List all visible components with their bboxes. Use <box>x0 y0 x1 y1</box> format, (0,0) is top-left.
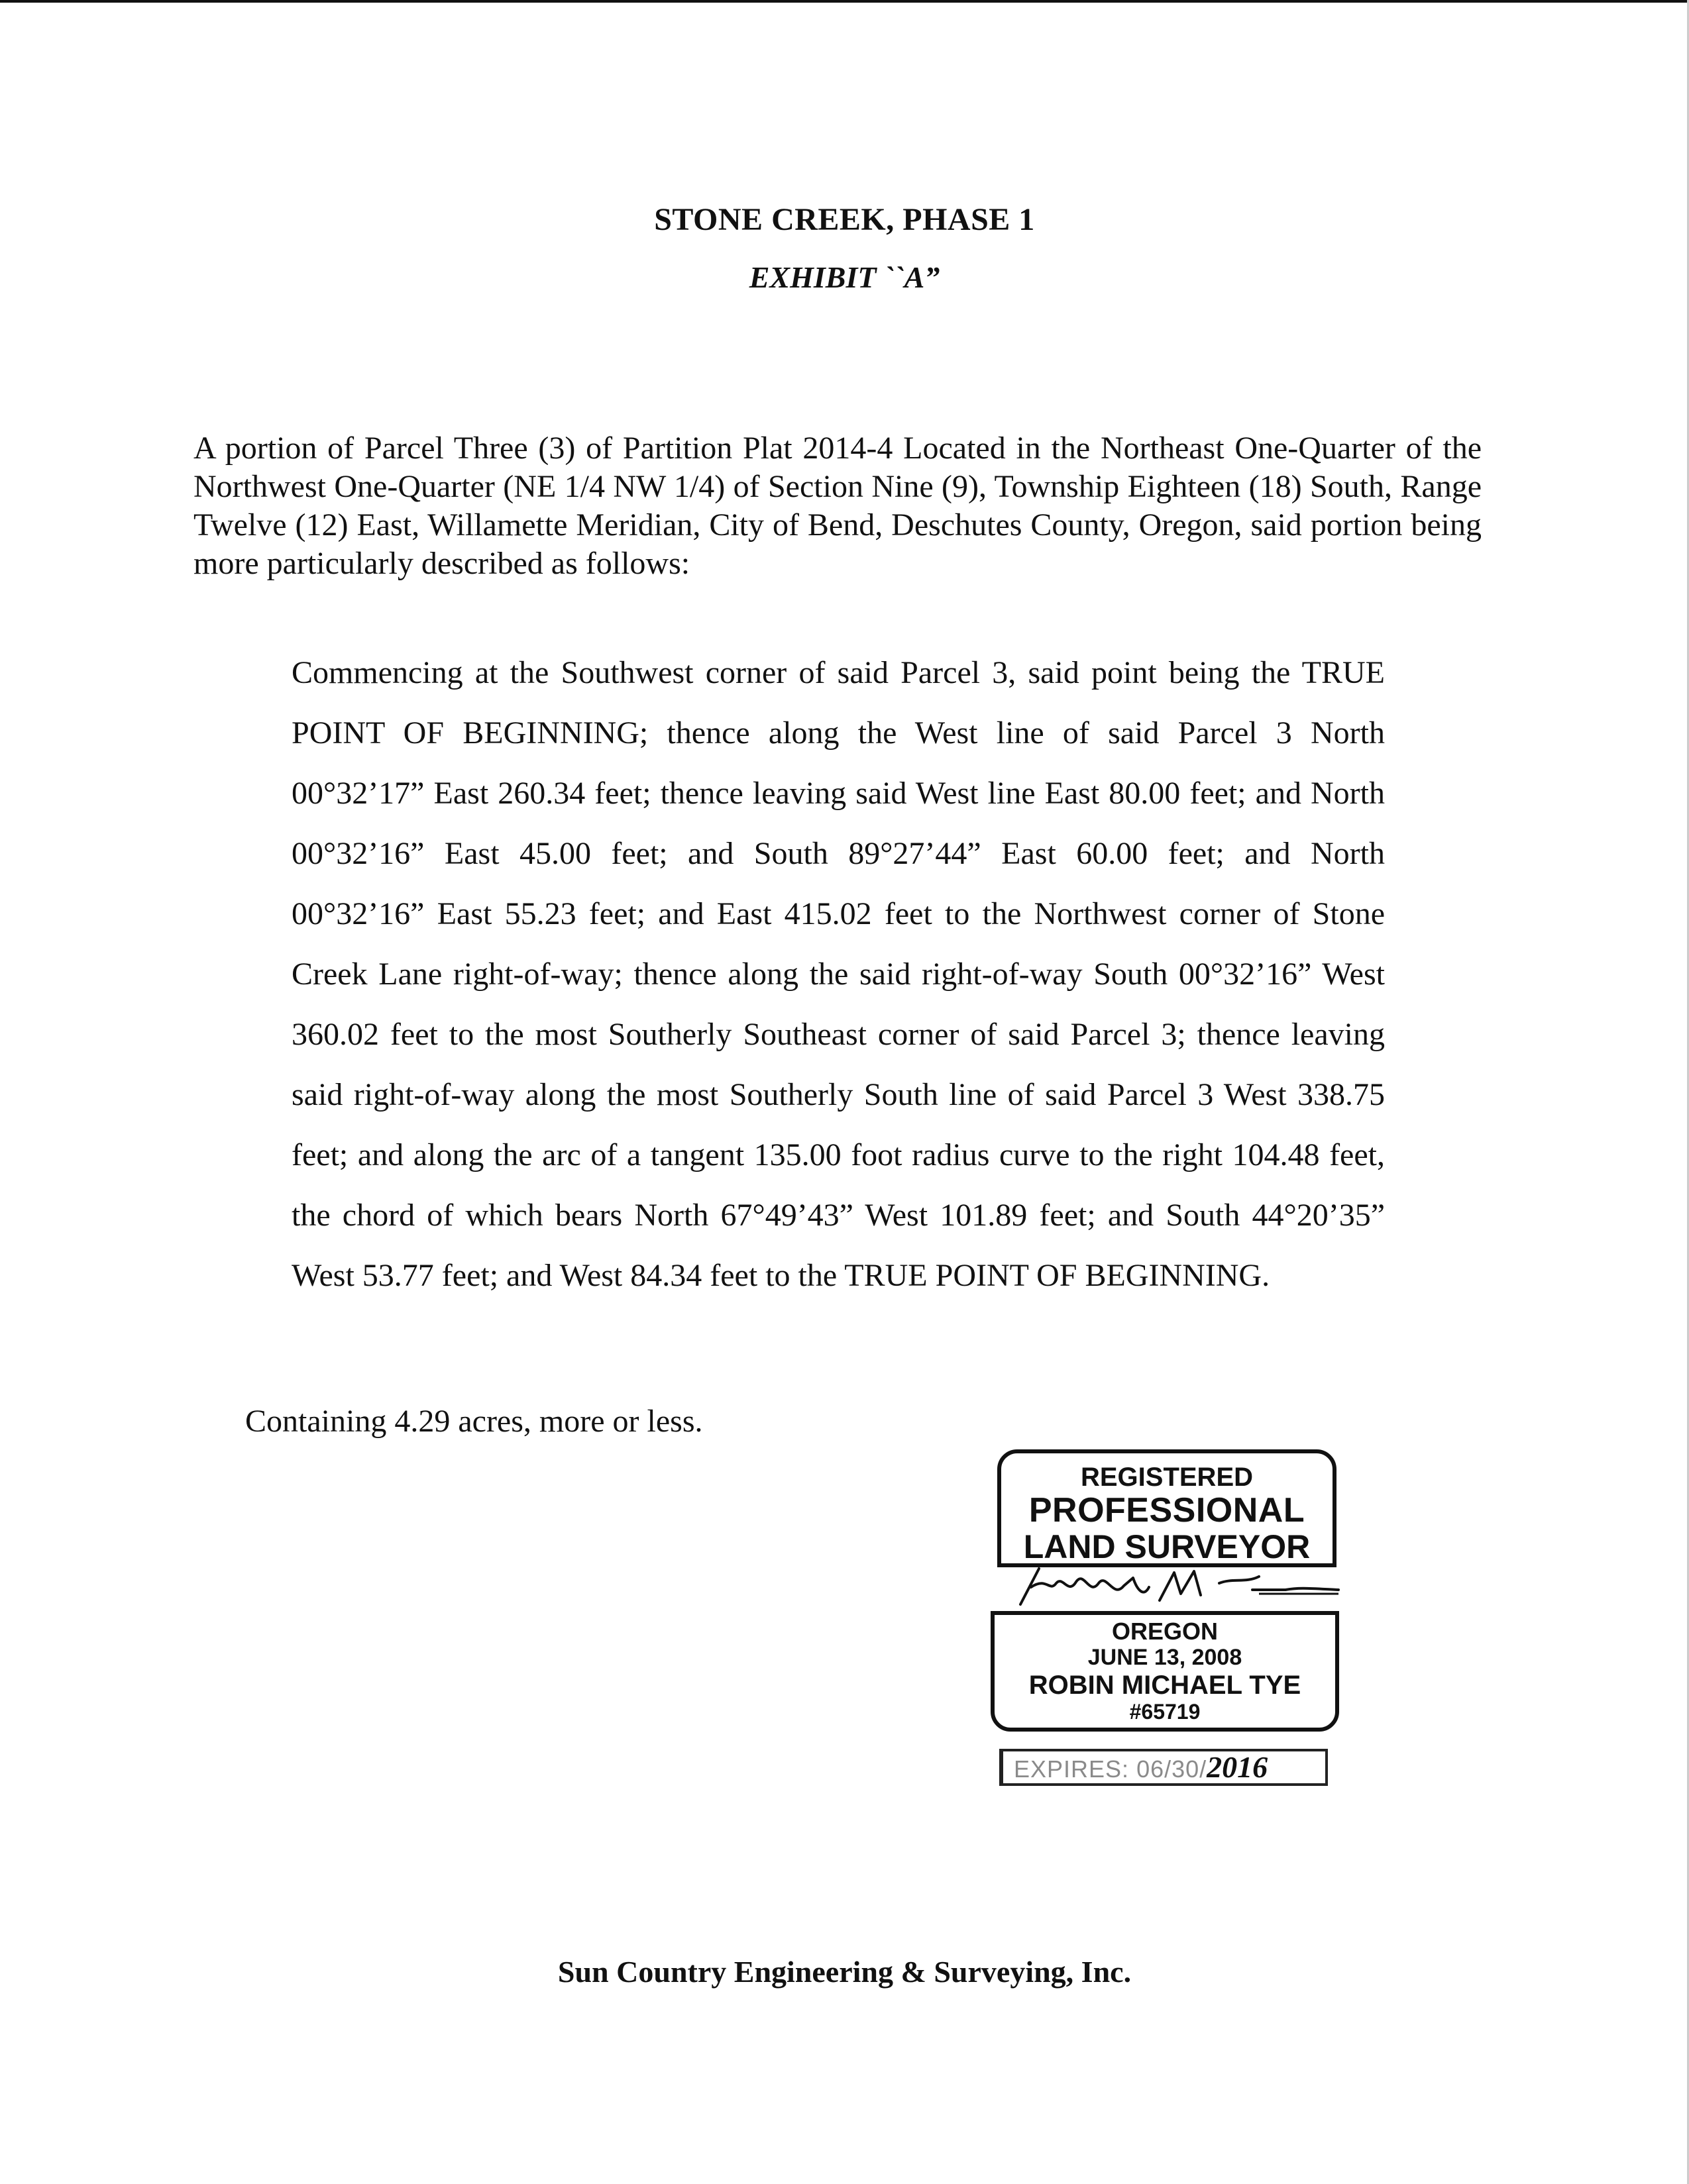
expiration-printed: EXPIRES: 06/30/ <box>1014 1755 1207 1783</box>
stamp-license-number: #65719 <box>1129 1700 1201 1724</box>
document-subtitle: EXHIBIT ``A” <box>749 260 940 294</box>
stamp-expiration <box>999 1749 1328 1786</box>
document-title: STONE CREEK, PHASE 1 <box>654 202 1035 237</box>
scan-edge-top <box>0 0 1689 3</box>
surveyor-stamp-bottom <box>991 1611 1339 1732</box>
stamp-surveyor-name: ROBIN MICHAEL TYE <box>1028 1671 1301 1700</box>
surveyor-stamp-top <box>997 1449 1336 1567</box>
stamp-professional: PROFESSIONAL <box>1028 1491 1305 1530</box>
expiration-year: 2016 <box>1207 1750 1268 1784</box>
legal-description: Commencing at the Southwest corner of said Parcel 3, said point being the TRUE POINT OF BEGINNING; thence along the West line of said Parcel 3 North 00°32’17” East 260.34 feet; thence leaving said West line East 80.00 feet; and North 00°32’16” East 45.00 feet; and South 89°27’44” East 60.00 feet; and North 00°32’16” East 55.23 feet; and East 415.02 feet to the Northwest corner of Stone Creek Lane right-of-way; thence along the said right-of-way South 00°32’16” West 360.02 feet to the most Southerly Southeast corner of said Parcel 3; thence leaving said right-of-way along the most Southerly South line of said Parcel 3 West 338.75 feet; and along the arc of a tangent 135.00 foot radius curve to the right 104.48 feet, the chord of which bears North 67°49’43” West 101.89 feet; and South 44°20’35” West 53.77 feet; and West 84.34 feet to the TRUE POINT OF BEGINNING. <box>292 655 1385 1293</box>
acreage-statement: Containing 4.29 acres, more or less. <box>245 1404 703 1439</box>
stamp-registered: REGISTERED <box>1080 1463 1254 1492</box>
surveyor-signature <box>1007 1563 1345 1610</box>
stamp-land-surveyor: LAND SURVEYOR <box>1023 1528 1311 1565</box>
stamp-state: OREGON <box>1111 1618 1218 1645</box>
intro-paragraph: A portion of Parcel Three (3) of Partition Plat 2014-4 Located in the Northeast One-Quarter of the Northwest One-Quarter (NE 1/4 NW 1/4) of Section Nine (9), Township Eighteen (18) South, Range Twelve (12) East, Willamette Meridian, City of Bend, Deschutes County, Oregon, said portion being more particularly described as follows: <box>193 431 1482 581</box>
company-footer: Sun Country Engineering & Surveying, Inc. <box>557 1955 1132 1989</box>
stamp-date: JUNE 13, 2008 <box>1087 1645 1242 1670</box>
